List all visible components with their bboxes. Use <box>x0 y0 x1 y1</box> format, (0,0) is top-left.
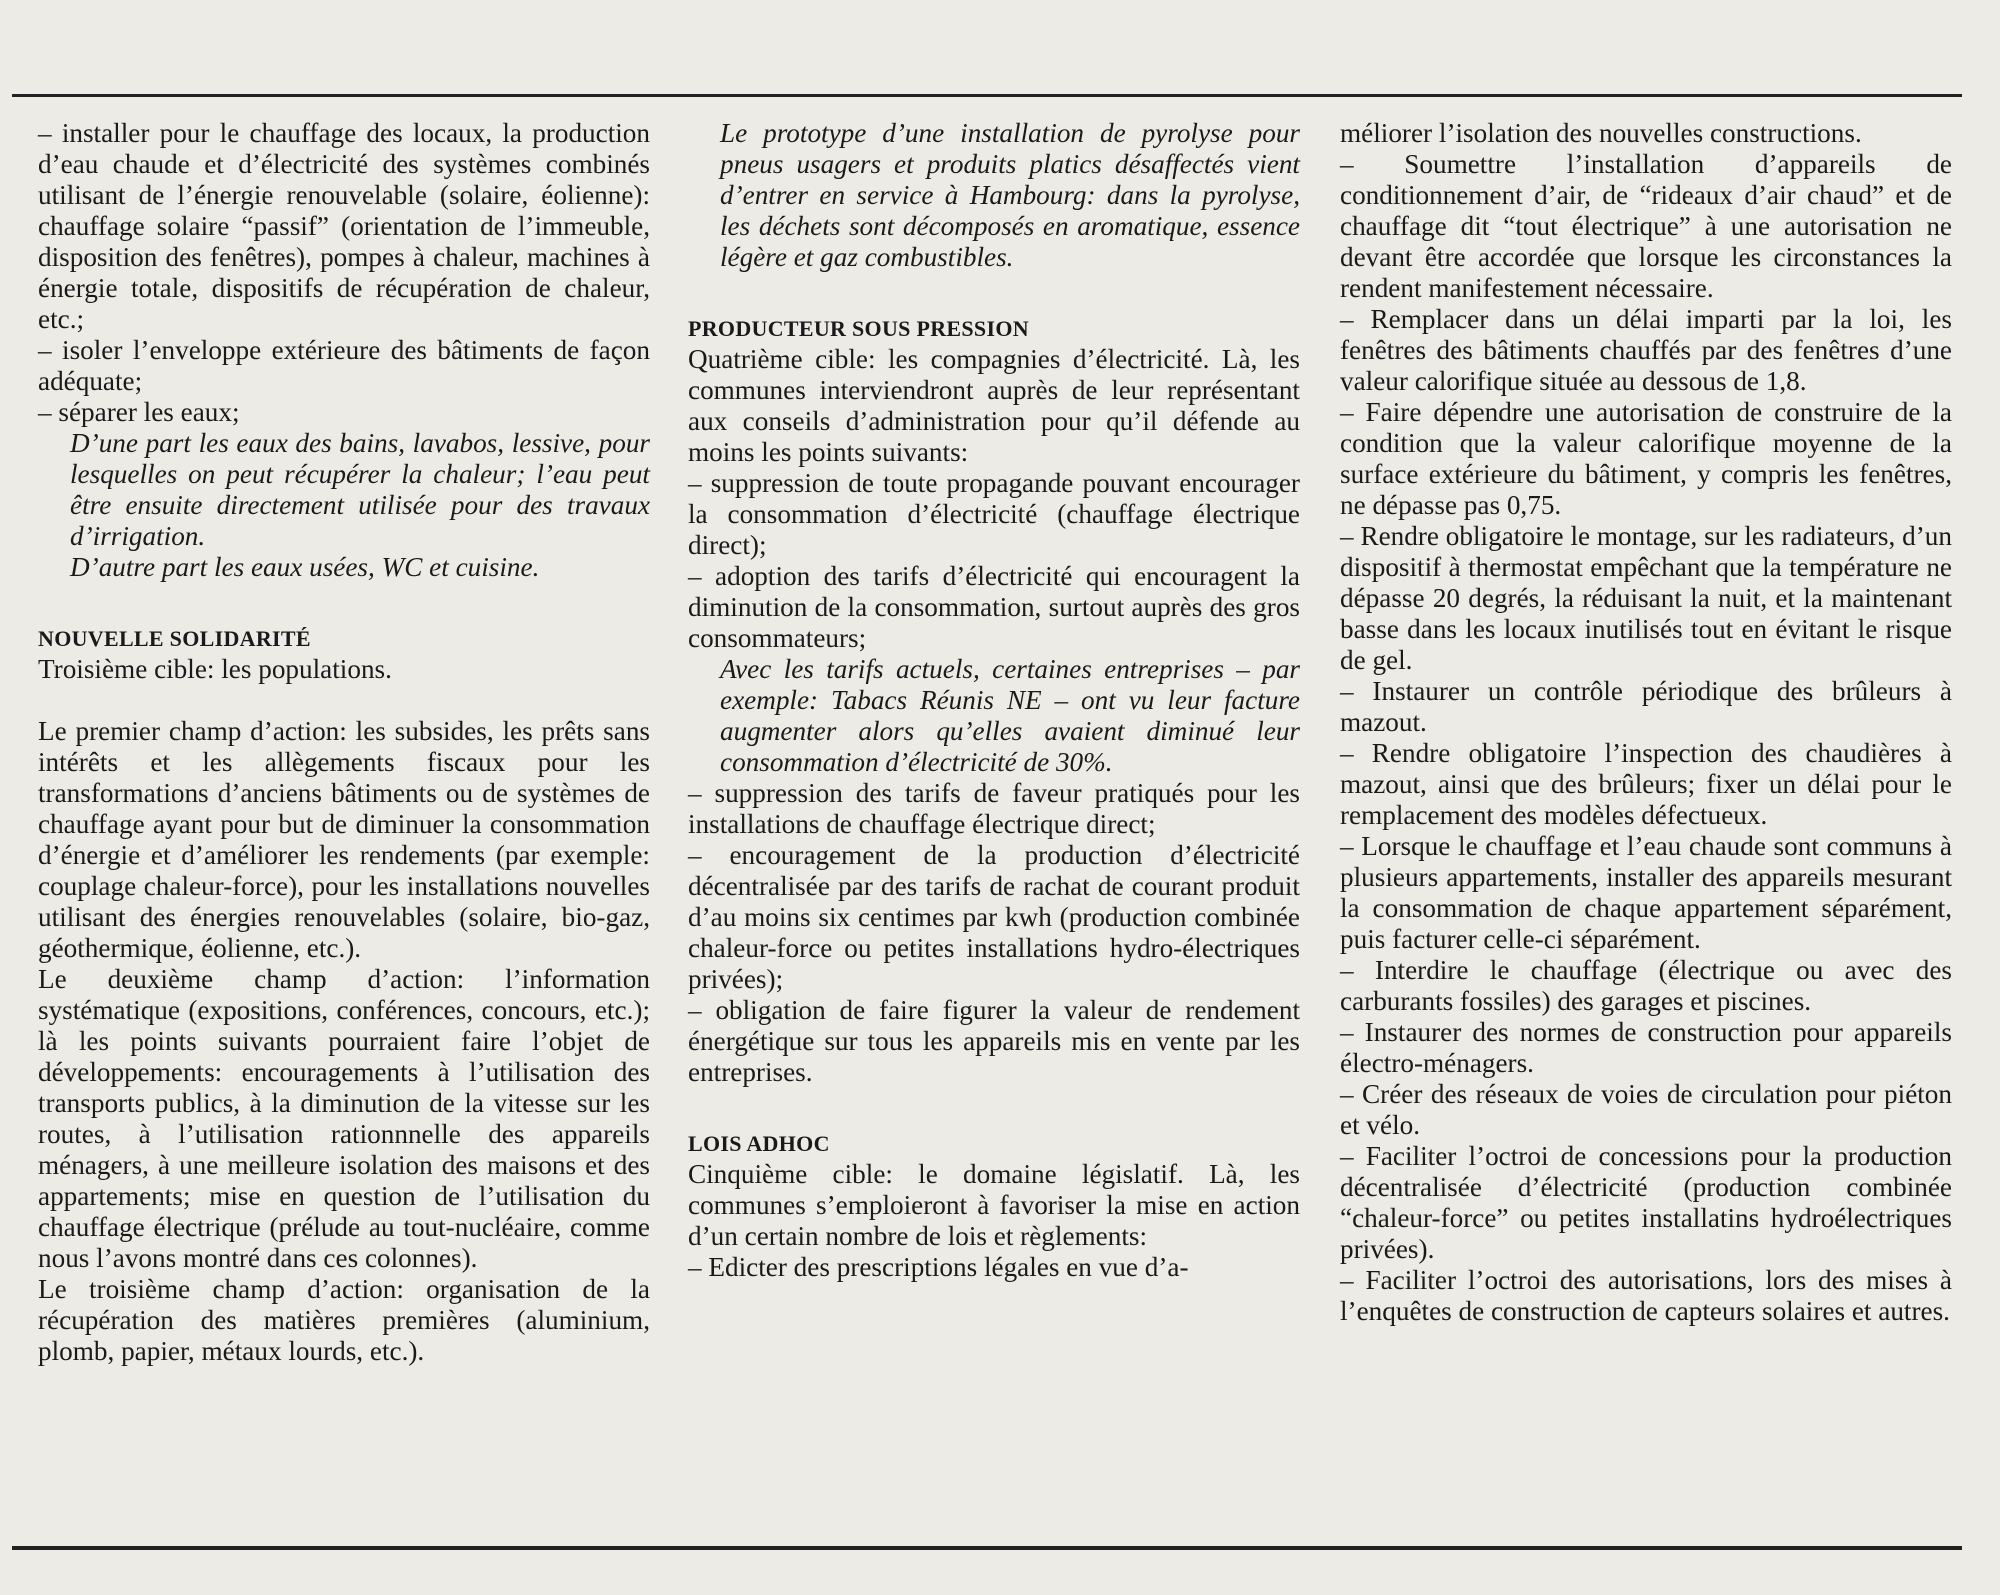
paragraph: – isoler l’enveloppe extérieure des bâtiments de façon adéquate; <box>38 335 650 396</box>
italic-note: Avec les tarifs actuels, certaines entreprises – par exemple: Tabacs Réunis NE – ont vu leur facture augmenter alors qu’elles avaient diminué leur consommation d’électricité de 30%. <box>720 654 1300 777</box>
paragraph: Quatrième cible: les compagnies d’électricité. Là, les communes interviendront auprès de leur représentant aux conseils d’administration pour qu’il défende au moins les points suivants: <box>688 344 1300 467</box>
paragraph: – Remplacer dans un délai imparti par la loi, les fenêtres des bâtiments chauffés par des fenêtres d’une valeur calorifique située au dessous de 1,8. <box>1340 304 1952 396</box>
spacer <box>688 273 1300 313</box>
spacer <box>38 583 650 623</box>
column-1 <box>38 118 650 1367</box>
paragraph: – Faciliter l’octroi des autorisations, lors des mises à l’enquêtes de construction de capteurs solaires et autres. <box>1340 1265 1952 1326</box>
paragraph: Le troisième champ d’action: organisation de la récupération des matières premières (aluminium, plomb, papier, métaux lourds, etc.). <box>38 1274 650 1366</box>
paragraph: – suppression des tarifs de faveur pratiqués pour les installations de chauffage électrique direct; <box>688 778 1300 839</box>
column-2 <box>688 118 1300 1283</box>
section-heading: PRODUCTEUR SOUS PRESSION <box>688 316 1029 341</box>
paragraph: Troisième cible: les populations. <box>38 654 392 684</box>
spacer <box>38 685 650 716</box>
paragraph: – séparer les eaux; <box>38 397 240 427</box>
paragraph: – Instaurer un contrôle périodique des brûleurs à mazout. <box>1340 676 1952 737</box>
paragraph: Le premier champ d’action: les subsides, les prêts sans intérêts et les allègements fiscaux pour les transformations d’anciens bâtiments ou de systèmes de chauffage ayant pour but de diminuer la consommation d’énergie et d’améliorer les rendements (par exemple: couplage chaleur-force), pour les installations nouvelles utilisant des énergies renouvelables (solaire, bio-gaz, géothermique, éolienne, etc.). <box>38 716 650 963</box>
bottom-rule <box>12 1546 1962 1550</box>
paragraph: méliorer l’isolation des nouvelles constructions. <box>1340 118 1862 148</box>
paragraph: – Instaurer des normes de construction pour appareils électro-ménagers. <box>1340 1017 1952 1078</box>
paragraph: – obligation de faire figurer la valeur de rendement énergétique sur tous les appareils mis en vente par les entreprises. <box>688 995 1300 1087</box>
paragraph: – Edicter des prescriptions légales en vue d’a- <box>688 1252 1189 1282</box>
paragraph: – Faciliter l’octroi de concessions pour la production décentralisée d’électricité (production combinée “chaleur-force” ou petites installatins hydroélectriques privées). <box>1340 1141 1952 1264</box>
paragraph: – Créer des réseaux de voies de circulation pour piéton et vélo. <box>1340 1079 1952 1140</box>
section-heading: NOUVELLE SOLIDARITÉ <box>38 626 311 651</box>
italic-note: D’autre part les eaux usées, WC et cuisine. <box>70 552 540 582</box>
italic-note: D’une part les eaux des bains, lavabos, lessive, pour lesquelles on peut récupérer la chaleur; l’eau peut être ensuite directement utilisée pour des travaux d’irrigation. <box>70 428 650 551</box>
paragraph: Le deuxième champ d’action: l’information systématique (expositions, conférences, concours, etc.); là les points suivants pourraient faire l’objet de développements: encouragements à l’utilisation des transports publics, à la diminution de la vitesse sur les routes, à l’utilisation rationnnelle des appareils ménagers, à une meilleure isolation des maisons et des appartements; mise en question de l’utilisation du chauffage électrique (prélude au tout-nucléaire, comme nous l’avons montré dans ces colonnes). <box>38 964 650 1273</box>
paragraph: – Rendre obligatoire le montage, sur les radiateurs, d’un dispositif à thermostat empêchant que la température ne dépasse 20 degrés, la réduisant la nuit, et la maintenant basse dans les locaux inutilisés tout en évitant le risque de gel. <box>1340 521 1952 675</box>
paragraph: – Interdire le chauffage (électrique ou avec des carburants fossiles) des garages et piscines. <box>1340 955 1952 1016</box>
paragraph: Cinquième cible: le domaine législatif. Là, les communes s’emploieront à favoriser la mise en action d’un certain nombre de lois et règlements: <box>688 1159 1300 1251</box>
column-3 <box>1340 118 1952 1327</box>
paragraph: – Rendre obligatoire l’inspection des chaudières à mazout, ainsi que des brûleurs; fixer un délai pour le remplacement des modèles défectueux. <box>1340 738 1952 830</box>
paragraph: – Soumettre l’installation d’appareils de conditionnement d’air, de “rideaux d’air chaud” et de chauffage dit “tout électrique” à une autorisation ne devant être accordée que lorsque les circonstances la rendent manifestement nécessaire. <box>1340 149 1952 303</box>
paragraph: – Lorsque le chauffage et l’eau chaude sont communs à plusieurs appartements, installer des appareils mesurant la consommation de chaque appartement séparément, puis facturer celle-ci séparément. <box>1340 831 1952 954</box>
paragraph: – adoption des tarifs d’électricité qui encouragent la diminution de la consommation, surtout auprès des gros consommateurs; <box>688 561 1300 653</box>
paragraph: – encouragement de la production d’électricité décentralisée par des tarifs de rachat de courant produit d’au moins six centimes par kwh (production combinée chaleur-force ou petites installations hydro-électriques privées); <box>688 840 1300 994</box>
spacer <box>688 1088 1300 1128</box>
top-rule <box>12 94 1962 97</box>
italic-note: Le prototype d’une installation de pyrolyse pour pneus usagers et produits platics désaffectés vient d’entrer en service à Hambourg: dans la pyrolyse, les déchets sont décomposés en aromatique, essence légère et gaz combustibles. <box>720 118 1300 272</box>
paragraph: – Faire dépendre une autorisation de construire de la condition que la valeur calorifique moyenne de la surface extérieure du bâtiment, y compris les fenêtres, ne dépasse pas 0,75. <box>1340 397 1952 520</box>
paragraph: – suppression de toute propagande pouvant encourager la consommation d’électricité (chauffage électrique direct); <box>688 468 1300 560</box>
section-heading: LOIS ADHOC <box>688 1131 830 1156</box>
paragraph: – installer pour le chauffage des locaux, la production d’eau chaude et d’électricité des systèmes combinés utilisant de l’énergie renouvelable (solaire, éolienne): chauffage solaire “passif” (orientation de l’immeuble, disposition des fenêtres), pompes à chaleur, machines à énergie totale, dispositifs de récupération de chaleur, etc.; <box>38 118 650 334</box>
